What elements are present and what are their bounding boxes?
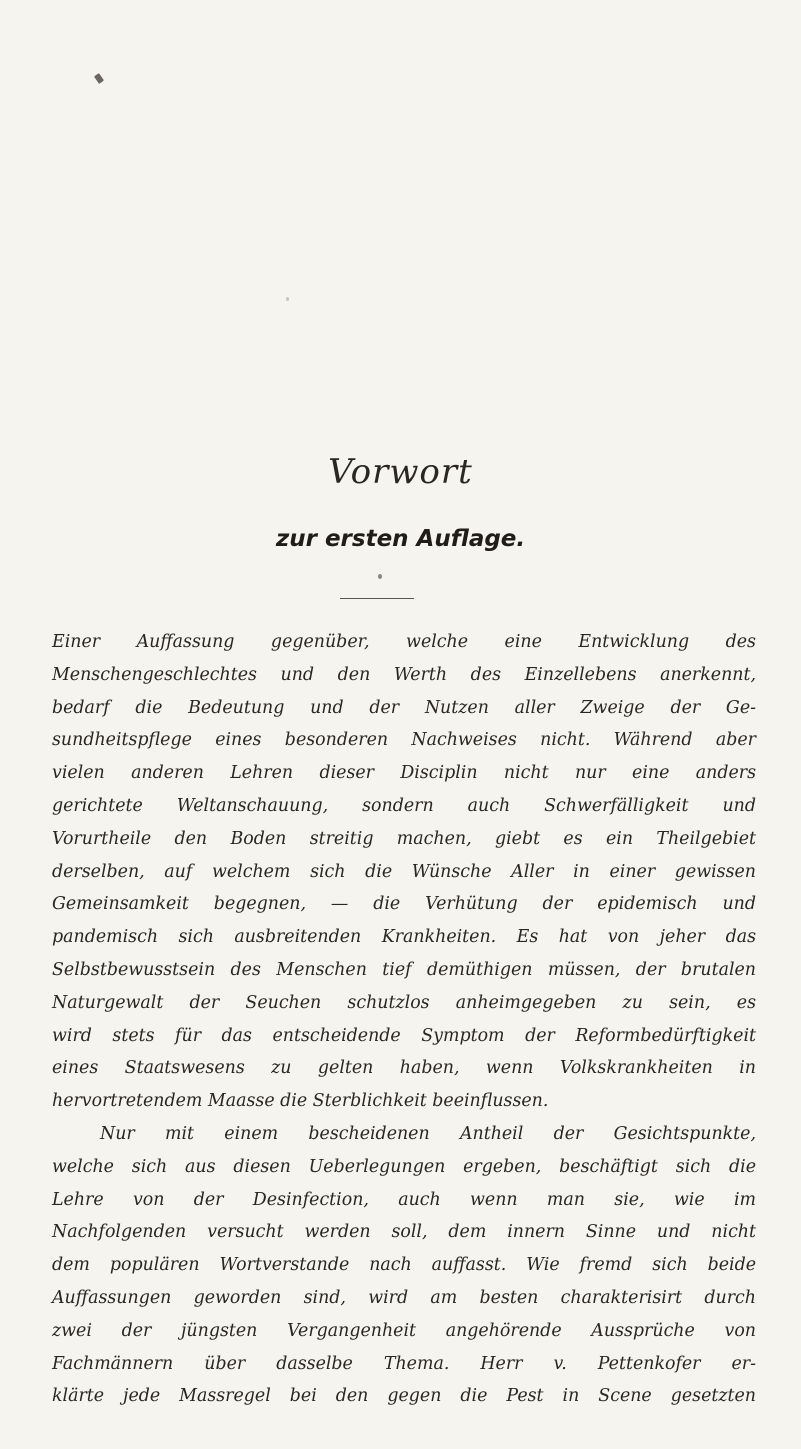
text-line: derselben, auf welchem sich die Wünsche Aller in einer gewissen: [52, 861, 756, 882]
text-line: hervortretendem Maasse die Sterblichkeit beeinflussen.: [52, 1091, 549, 1112]
text-line: Nur mit einem bescheidenen Antheil der Gesichtspunkte,: [100, 1123, 756, 1144]
paragraph-1: [52, 626, 756, 1118]
text-line: Einer Auffassung gegenüber, welche eine Entwicklung des: [52, 632, 756, 652]
text-line: eines Staatswesens zu gelten haben, wenn Volkskrankheiten in: [52, 1058, 756, 1079]
text-line: vielen anderen Lehren dieser Disciplin nicht nur eine anders: [52, 763, 756, 784]
text-line: Menschengeschlechtes und den Werth des Einzellebens anerkennt,: [52, 664, 756, 685]
text-line: sundheitspflege eines besonderen Nachweises nicht. Während aber: [52, 730, 756, 751]
text-line: zwei der jüngsten Vergangenheit angehörende Aussprüche von: [52, 1320, 756, 1341]
ornament-dot: [378, 574, 382, 579]
text-line: Nachfolgenden versucht werden soll, dem innern Sinne und nicht: [52, 1222, 756, 1243]
text-line: Lehre von der Desinfection, auch wenn man sie, wie im: [52, 1189, 756, 1210]
text-line: welche sich aus diesen Ueberlegungen ergeben, beschäftigt sich die: [52, 1156, 756, 1177]
text-line: Vorurtheile den Boden streitig machen, giebt es ein Theilgebiet: [52, 828, 756, 849]
paper-speck: [286, 297, 289, 301]
text-line: Selbstbewusstsein des Menschen tief demüthigen müssen, der brutalen: [52, 959, 756, 980]
text-line: Auffassungen geworden sind, wird am besten charakterisirt durch: [52, 1287, 756, 1308]
paragraph-2: [52, 1118, 756, 1413]
ink-speck: [94, 73, 104, 84]
text-line: Fachmännern über dasselbe Thema. Herr v. Pettenkofer er-: [52, 1353, 756, 1374]
text-line: gerichtete Weltanschauung, sondern auch Schwerfälligkeit und: [52, 795, 756, 816]
body-text: [52, 626, 756, 1413]
text-line: pandemisch sich ausbreitenden Krankheiten. Es hat von jeher das: [52, 927, 756, 948]
text-line: dem populären Wortverstande nach auffasst. Wie fremd sich beide: [52, 1255, 756, 1276]
page-title: Vorwort: [328, 452, 473, 492]
text-line: bedarf die Bedeutung und der Nutzen aller Zweige der Ge-: [52, 697, 756, 718]
text-line: klärte jede Massregel bei den gegen die Pest in Scene gesetzten: [52, 1386, 756, 1407]
text-line: Naturgewalt der Seuchen schutzlos anheimgegeben zu sein, es: [52, 992, 756, 1013]
divider-rule: [340, 598, 414, 599]
page-subtitle: zur ersten Auflage.: [275, 526, 526, 552]
text-line: Gemeinsamkeit begegnen, — die Verhütung der epidemisch und: [52, 894, 756, 915]
text-line: wird stets für das entscheidende Symptom der Reformbedürftigkeit: [52, 1025, 756, 1046]
